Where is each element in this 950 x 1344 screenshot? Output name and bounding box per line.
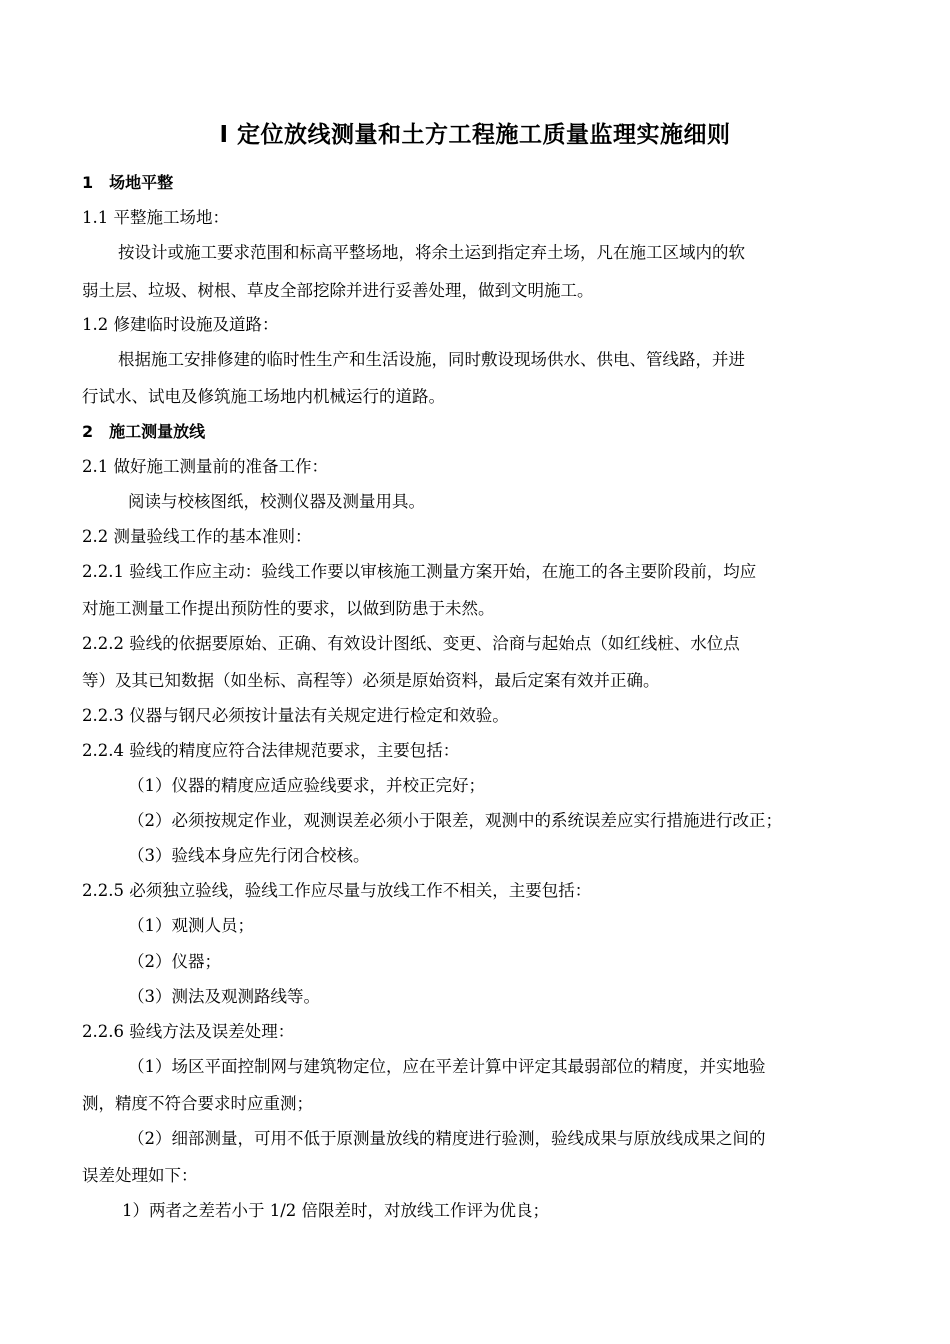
list-item: （2）仪器； <box>128 952 221 971</box>
subsection-1-1: 1.1 平整施工场地： <box>82 208 229 227</box>
paragraph-line: 根据施工安排修建的临时性生产和生活设施，同时敷设现场供水、供电、管线路，并进 <box>118 350 745 369</box>
section-heading-2: 2 施工测量放线 <box>82 422 206 441</box>
clause-2-2-2: 2.2.2 验线的依据要原始、正确、有效设计图纸、变更、洽商与起始点（如红线桩、水位点 <box>82 634 740 653</box>
paragraph-line: 按设计或施工要求范围和标高平整场地，将余土运到指定弃土场，凡在施工区域内的软 <box>118 243 745 262</box>
paragraph-line: 行试水、试电及修筑施工场地内机械运行的道路。 <box>82 387 445 406</box>
list-item: （1）观测人员； <box>128 916 254 935</box>
list-item: （1）场区平面控制网与建筑物定位，应在平差计算中评定其最弱部位的精度，并实地验 <box>128 1057 766 1076</box>
list-item: （2）必须按规定作业，观测误差必须小于限差，观测中的系统误差应实行措施进行改正； <box>128 811 782 830</box>
clause-2-2-3: 2.2.3 仪器与钢尺必须按计量法有关规定进行检定和效验。 <box>82 706 509 725</box>
clause-2-2-4: 2.2.4 验线的精度应符合法律规范要求，主要包括： <box>82 741 460 760</box>
list-item: （3）测法及观测路线等。 <box>128 987 320 1006</box>
clause-2-2-1: 2.2.1 验线工作应主动：验线工作要以审核施工测量方案开始，在施工的各主要阶段前，均应 <box>82 562 757 581</box>
paragraph-line: 弱土层、垃圾、树根、草皮全部挖除并进行妥善处理，做到文明施工。 <box>82 281 594 300</box>
document-title: Ⅰ 定位放线测量和土方工程施工质量监理实施细则 <box>219 122 731 148</box>
clause-2-2-5: 2.2.5 必须独立验线，验线工作应尽量与放线工作不相关，主要包括： <box>82 881 592 900</box>
list-item: （3）验线本身应先行闭合校核。 <box>128 846 370 865</box>
clause-2-2-6: 2.2.6 验线方法及误差处理： <box>82 1022 295 1041</box>
paragraph-line: 等）及其已知数据（如坐标、高程等）必须是原始资料，最后定案有效并正确。 <box>82 671 660 690</box>
list-item: 1）两者之差若小于 1/2 倍限差时，对放线工作评为优良； <box>122 1201 550 1220</box>
subsection-2-1: 2.1 做好施工测量前的准备工作： <box>82 457 328 476</box>
section-heading-1: 1 场地平整 <box>82 173 174 192</box>
paragraph-line: 误差处理如下： <box>82 1166 198 1185</box>
subsection-1-2: 1.2 修建临时设施及道路： <box>82 315 279 334</box>
list-item: （2）细部测量，可用不低于原测量放线的精度进行验测，验线成果与原放线成果之间的 <box>128 1129 766 1148</box>
paragraph-line: 对施工测量工作提出预防性的要求，以做到防患于未然。 <box>82 599 495 618</box>
subsection-2-2: 2.2 测量验线工作的基本准则： <box>82 527 312 546</box>
paragraph-line: 阅读与校核图纸，校测仪器及测量用具。 <box>128 492 425 511</box>
list-item: （1）仪器的精度应适应验线要求，并校正完好； <box>128 776 485 795</box>
paragraph-line: 测，精度不符合要求时应重测； <box>82 1094 313 1113</box>
